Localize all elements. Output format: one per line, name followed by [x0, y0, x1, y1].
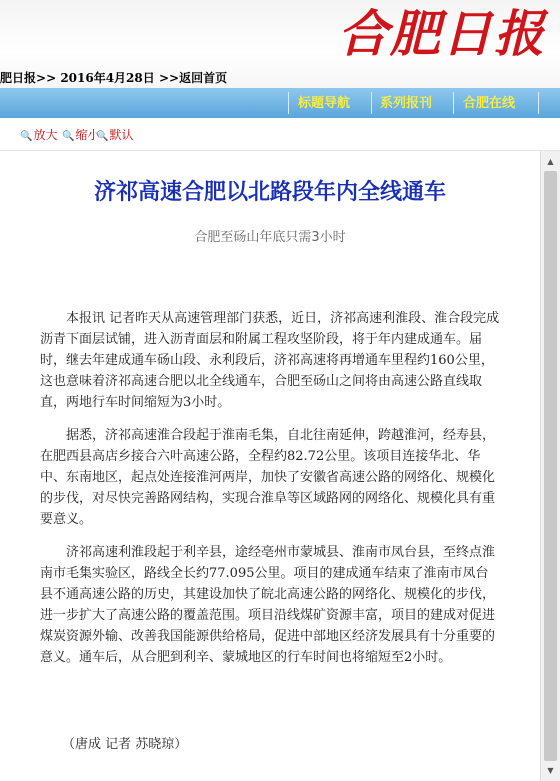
breadcrumb-sep: >>	[36, 71, 57, 85]
reset-button[interactable]	[96, 126, 133, 143]
zoom-out-icon: 🔍	[62, 131, 75, 142]
scroll-down-arrow-icon[interactable]: ▼	[547, 766, 554, 775]
newspaper-logo: 合肥日报	[338, 4, 546, 63]
font-size-toolbar	[0, 118, 560, 151]
zoom-in-button[interactable]	[20, 126, 57, 143]
nav-divider	[371, 92, 372, 114]
breadcrumb-home-link[interactable]: 返回首页	[179, 71, 228, 85]
article-paragraph: 本报讯 记者昨天从高速管理部门获悉，近日，济祁高速利淮段、淮合段完成沥青下面层试铺，进入沥青面层和附属工程攻坚阶段，将于年内建成通车。届时，继去年建成通车砀山段、永利段后，济祁高速将再增通车里程约160公里，这也意味着济祁高速合肥以北全线通车，合肥至砀山之间将由高速公路直线取直，两地行车时间缩短为3小时。	[40, 311, 500, 410]
article-byline: （唐成 记者 苏晓琼）	[62, 737, 188, 752]
article-body	[40, 308, 500, 680]
vertical-scrollbar[interactable]	[540, 151, 560, 781]
zoom-out-label: 缩小	[75, 128, 100, 142]
nav-item-online[interactable]: 合肥在线	[463, 96, 516, 111]
article-paragraph: 据悉，济祁高速淮合段起于淮南毛集，自北往南延伸，跨越淮河，经寿县，在肥西县高店乡接合六叶高速公路，全程约82.72公里。该项目连接华北、华中、东南地区，起点处连接淮河两岸，加快了安徽省高速公路的网络化、规模化的步伐，对尽快完善路网结构，实现合淮阜等区域路网的网络化、规模化具有重要意义。	[40, 428, 496, 527]
breadcrumb-date[interactable]: 2016年4月28日	[60, 71, 155, 85]
nav-divider	[453, 92, 454, 114]
article-subtitle: 合肥至砀山年底只需3小时	[194, 230, 346, 245]
nav-divider	[538, 92, 539, 114]
nav-divider	[288, 92, 289, 114]
article-title: 济祁高速合肥以北路段年内全线通车	[93, 179, 446, 205]
scrollbar-thumb[interactable]	[544, 171, 557, 761]
breadcrumb-paper[interactable]: 肥日报	[0, 71, 37, 85]
nav-item-headlines[interactable]: 标题导航	[298, 96, 351, 111]
article-paragraph: 济祁高速利淮段起于利辛县，途经亳州市蒙城县、淮南市凤台县，至终点淮南市毛集实验区，路线全长约77.095公里。项目的建成通车结束了淮南市凤台县不通高速公路的历史，其建设加快了皖北高速公路的网络化、规模化的步伐，进一步扩大了高速公路的覆盖范围。项目沿线煤矿资源丰富，项目的建成对促进煤炭资源外输、改善我国能源供给格局，促进中部地区经济发展具有十分重要的意义。通车后，从合肥到利辛、蒙城地区的行车时间也将缩短至2小时。	[40, 545, 496, 665]
scroll-up-arrow-icon[interactable]: ▲	[547, 157, 554, 166]
reset-label: 默认	[109, 128, 134, 142]
breadcrumb	[0, 69, 227, 86]
zoom-out-button[interactable]	[62, 126, 99, 143]
reset-icon: 🔍	[96, 131, 109, 142]
page-header	[0, 0, 560, 88]
breadcrumb-sep: >>	[158, 71, 180, 85]
nav-item-series[interactable]: 系列报刊	[380, 96, 433, 111]
zoom-in-icon: 🔍	[20, 131, 33, 142]
zoom-in-label: 放大	[33, 128, 58, 142]
top-nav-bar	[0, 88, 560, 118]
